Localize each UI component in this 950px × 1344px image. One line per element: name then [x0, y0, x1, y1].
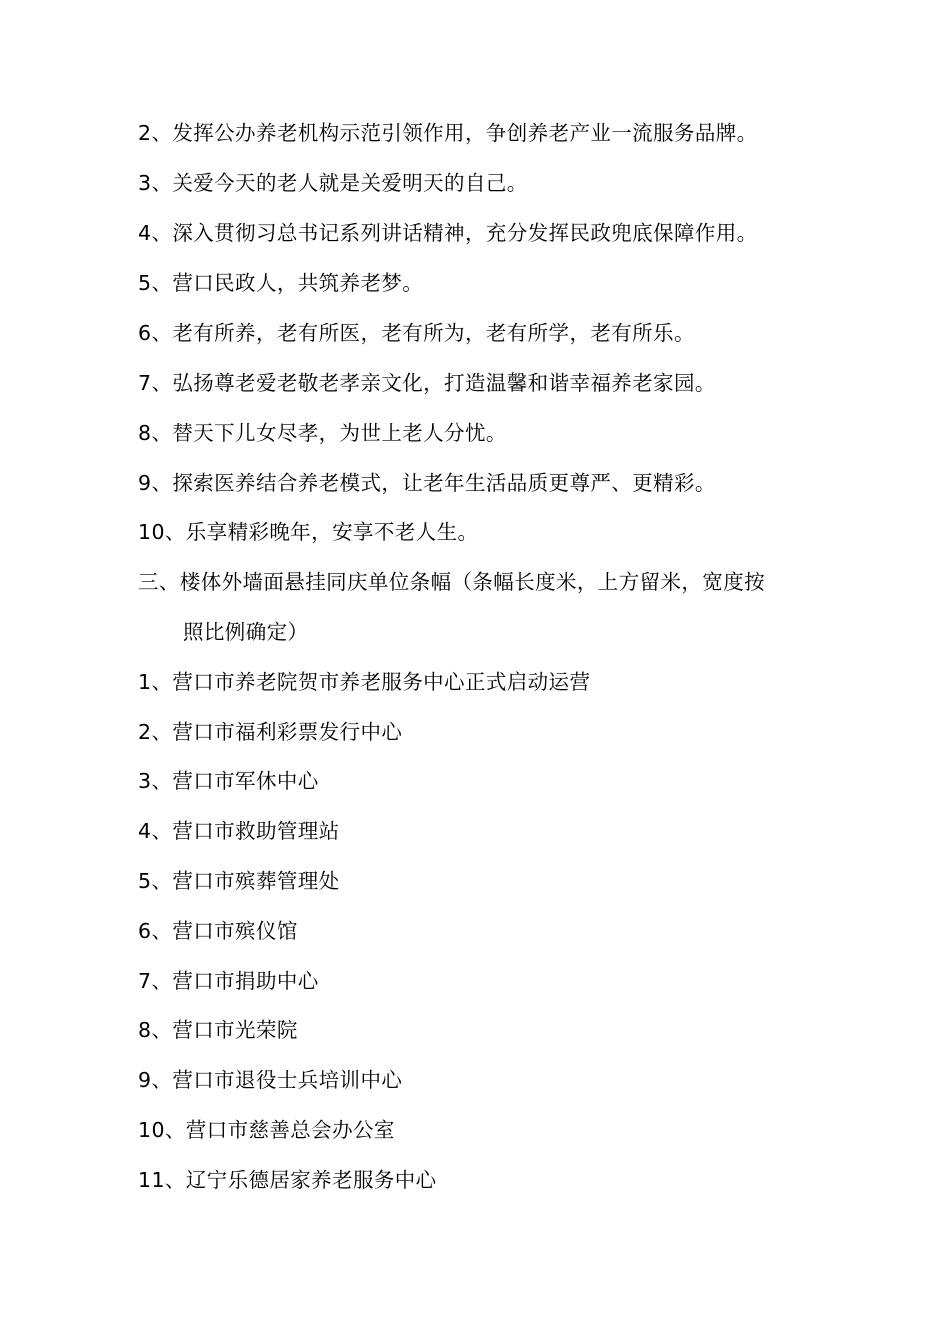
unit-1: 1、营口市养老院贺市养老服务中心正式启动运营	[138, 670, 591, 694]
section-heading-continuation: 照比例确定）	[183, 620, 309, 644]
unit-9: 9、营口市退役士兵培训中心	[138, 1068, 403, 1092]
slogan-8: 8、替天下儿女尽孝，为世上老人分忧。	[138, 421, 507, 445]
unit-2: 2、营口市福利彩票发行中心	[138, 720, 403, 744]
slogan-5: 5、营口民政人，共筑养老梦。	[138, 271, 424, 295]
unit-5: 5、营口市殡葬管理处	[138, 869, 340, 893]
unit-3: 3、营口市军休中心	[138, 769, 319, 793]
slogan-3: 3、关爱今天的老人就是关爱明天的自己。	[138, 171, 528, 195]
section-heading: 三、楼体外墙面悬挂同庆单位条幅（条幅长度米，上方留米，宽度按	[138, 570, 765, 594]
slogan-10: 10、乐享精彩晚年，安享不老人生。	[138, 520, 479, 544]
unit-8: 8、营口市光荣院	[138, 1018, 298, 1042]
unit-6: 6、营口市殡仪馆	[138, 919, 298, 943]
slogan-7: 7、弘扬尊老爱老敬老孝亲文化，打造温馨和谐幸福养老家园。	[138, 371, 716, 395]
slogan-4: 4、深入贯彻习总书记系列讲话精神，充分发挥民政兜底保障作用。	[138, 221, 758, 245]
unit-4: 4、营口市救助管理站	[138, 819, 340, 843]
slogan-6: 6、老有所养，老有所医，老有所为，老有所学，老有所乐。	[138, 321, 695, 345]
slogan-2: 2、发挥公办养老机构示范引领作用，争创养老产业一流服务品牌。	[138, 121, 758, 145]
unit-11: 11、辽宁乐德居家养老服务中心	[138, 1168, 437, 1192]
unit-7: 7、营口市捐助中心	[138, 969, 319, 993]
slogan-9: 9、探索医养结合养老模式，让老年生活品质更尊严、更精彩。	[138, 471, 716, 495]
unit-10: 10、营口市慈善总会办公室	[138, 1118, 395, 1142]
